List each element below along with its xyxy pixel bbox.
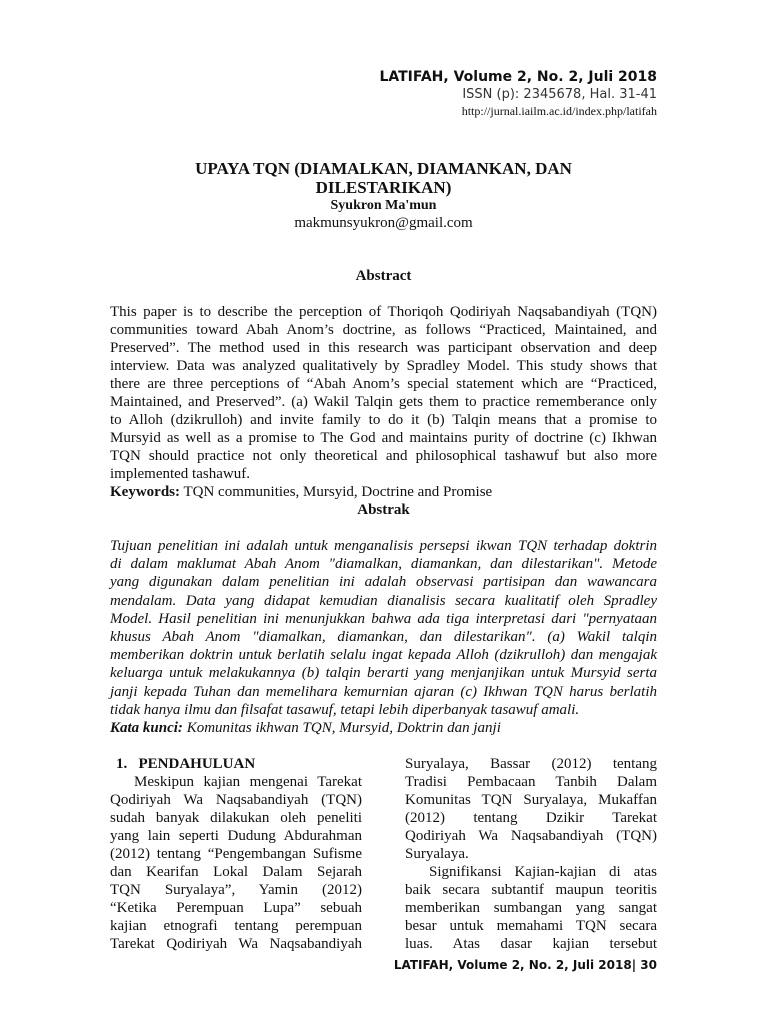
- abstract-line: TQN should practice not only theoretical and philosophical tashawuf but also more: [110, 448, 657, 464]
- abstract-line: to Alloh (dzikrulloh) and invite family to do it (b) Talqin means that a promise to: [110, 412, 657, 428]
- abstrak-body: [110, 537, 657, 737]
- footer-journal: LATIFAH, Volume 2, No. 2, Juli 2018: [393, 958, 632, 972]
- footer-separator: |: [631, 958, 637, 972]
- kata-kunci-text: Komunitas ikhwan TQN, Mursyid, Doktrin dan janji: [186, 720, 501, 737]
- column-line: Qodiriyah Wa Naqsabandiyah (TQN): [110, 792, 362, 809]
- abstrak-keywords: [110, 719, 657, 737]
- left-column: [110, 755, 362, 953]
- column-line: Suryalaya.: [405, 846, 469, 863]
- abstract-line: there are three perceptions of “Abah Anom’s special statement which are “Practiced,: [110, 376, 657, 392]
- page-footer: [394, 958, 657, 972]
- column-line: Meskipun kajian mengenai Tarekat: [134, 774, 362, 791]
- abstract-line: interview. Data was analyzed qualitatively by Spradley Model. This study shows that: [110, 358, 657, 374]
- column-line: yang lain seperti Dudung Abdurahman: [110, 828, 362, 845]
- section-heading: 1. PENDAHULUAN: [116, 756, 256, 773]
- abstrak-line: mendalam. Data yang didapat kemudian dianalisis secara kualitatif oleh Spradley: [110, 592, 657, 609]
- abstrak-line: janji kepada Tuhan dan memelihara kemurnian ajaran (c) Ikhwan TQN harus berlatih: [110, 683, 657, 700]
- page-number: 30: [640, 958, 657, 972]
- abstrak-line: Model. Hasil penelitian ini menunjukkan bahwa ada tiga interpretasi dari "pernyataan: [110, 610, 657, 627]
- issn-line: ISSN (p): 2345678, Hal. 31-41: [462, 87, 657, 102]
- abstract-line: Mursyid as well as a promise to The God and maintains purity of doctrine (c) Ikhwan: [110, 430, 657, 446]
- paper-title-line2: DILESTARIKAN): [315, 178, 452, 197]
- abstract-body: [110, 303, 657, 501]
- page-content: [110, 68, 657, 953]
- column-line: Komunitas TQN Suryalaya, Mukaffan: [405, 792, 657, 809]
- column-line: sudah banyak dilakukan oleh peneliti: [110, 810, 362, 827]
- right-column: [405, 755, 657, 953]
- keywords-text: TQN communities, Mursyid, Doctrine and Promise: [183, 484, 493, 500]
- abstract-keywords: [110, 483, 657, 501]
- abstract-line: This paper is to describe the perception of Thoriqoh Qodiriyah Naqsabandiyah (TQN): [110, 304, 657, 320]
- abstrak-heading: Abstrak: [357, 502, 410, 518]
- column-line: memberikan sumbangan yang sangat: [405, 900, 657, 917]
- abstrak-line: khusus Abah Anom "diamalkan, diamankan, dan dilestarikan". (a) Wakil talqin: [110, 629, 657, 646]
- column-line: luas. Atas dasar kajian tersebut: [405, 936, 657, 953]
- abstrak-line: di dalam maklumat Abah Anom "diamalkan, diamankan, dan dilestarikan". Metode: [110, 556, 657, 573]
- author-name: Syukron Ma'mun: [330, 198, 437, 213]
- abstract-line: communities toward Abah Anom’s doctrine, as follows “Practiced, Maintained, and: [110, 322, 657, 338]
- two-column-body: [110, 755, 657, 953]
- column-line: (2012) tentang Dzikir Tarekat: [405, 810, 657, 827]
- author-email[interactable]: makmunsyukron@gmail.com: [294, 215, 473, 231]
- abstract-heading: Abstract: [355, 268, 412, 284]
- abstrak-line: Tujuan penelitian ini adalah untuk menganalisis persepsi ikwan TQN terhadap doktrin: [110, 538, 657, 554]
- column-line: Qodiriyah Wa Naqsabandiyah (TQN): [405, 828, 657, 845]
- column-line: “Ketika Perempuan Lupa” sebuah: [110, 900, 362, 917]
- journal-url[interactable]: http://jurnal.iailm.ac.id/index.php/latifah: [461, 104, 657, 118]
- abstract-line: Preserved”. The method used in this research was participant observation and deep: [110, 340, 657, 356]
- column-line: Tarekat Qodiriyah Wa Naqsabandiyah: [110, 936, 362, 953]
- keywords-label: Keywords:: [110, 484, 180, 500]
- journal-header: LATIFAH, Volume 2, No. 2, Juli 2018: [379, 69, 657, 85]
- column-line: besar untuk memahami TQN secara: [405, 918, 657, 935]
- abstrak-line: yang digunakan dalam penelitian ini adalah observasi partisipan dan wawancara: [110, 574, 657, 591]
- column-line: dan Kearifan Lokal Dalam Sejarah: [110, 864, 362, 881]
- paper-title-line1: UPAYA TQN (DIAMALKAN, DIAMANKAN, DAN: [195, 159, 572, 178]
- column-line: baik secara subtantif maupun teoritis: [405, 882, 657, 899]
- abstrak-line: memberikan doktrin untuk berlatih selalu ingat kepada Alloh (dzikrulloh) dan mengajak: [110, 647, 657, 664]
- column-line: Suryalaya, Bassar (2012) tentang: [405, 756, 657, 773]
- abstrak-line: tidak hanya ilmu dan filsafat tasawuf, tetapi lebih diperbanyak tasawuf amali.: [110, 701, 580, 718]
- kata-kunci-label: Kata kunci:: [110, 720, 183, 737]
- column-line: Tradisi Pembacaan Tanbih Dalam: [405, 774, 657, 791]
- abstract-line: Maintained, and Preserved”. (a) Wakil Talqin gets them to practice rememberance only: [110, 394, 657, 410]
- abstrak-line: keluarga untuk melakukannya (b) talqin berarti yang menjanjikan untuk Mursyid serta: [110, 665, 657, 682]
- column-line: kajian etnografi tentang perempuan: [110, 918, 362, 935]
- abstract-line: implemented tashawuf.: [110, 466, 250, 482]
- column-line: TQN Suryalaya”, Yamin (2012): [110, 882, 362, 899]
- column-line: Signifikansi Kajian-kajian di atas: [429, 864, 657, 881]
- column-line: (2012) tentang “Pengembangan Sufisme: [110, 846, 362, 863]
